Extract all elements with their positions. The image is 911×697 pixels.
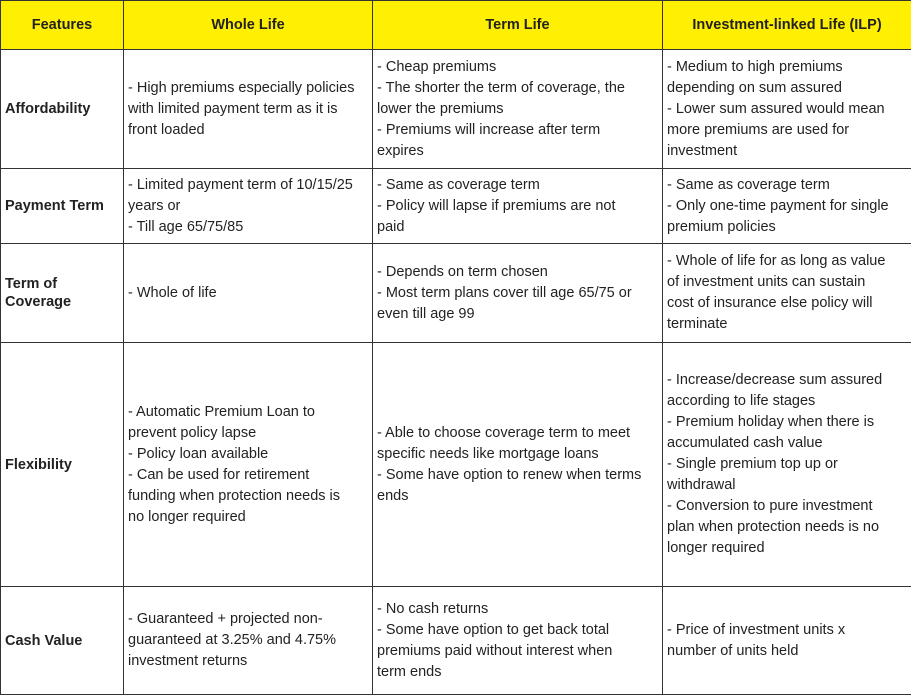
- whole-life-cell: [124, 169, 373, 244]
- term-life-cell: [373, 50, 663, 169]
- whole-life-cell: [124, 343, 373, 587]
- ilp-cell: [663, 244, 911, 343]
- cell-line: funding when protection needs is: [128, 487, 341, 504]
- header-ilp: Investment-linked Life (ILP): [663, 1, 911, 50]
- feature-cell: [1, 50, 124, 169]
- cell-line: - Guaranteed + projected non-: [128, 611, 323, 627]
- cell-line: - Some have option to renew when terms: [377, 466, 642, 483]
- cell-line: - Can be used for retirement: [128, 466, 310, 483]
- cell-line: - Till age 65/75/85: [128, 218, 244, 235]
- cell-line: Affordability: [5, 101, 91, 117]
- feature-cell: [1, 587, 124, 695]
- cell-line: - Increase/decrease sum assured: [667, 372, 883, 388]
- cell-line: - Same as coverage term: [377, 176, 540, 193]
- ilp-cell: [663, 50, 911, 169]
- term-life-cell: [373, 169, 663, 244]
- header-row: [1, 1, 911, 50]
- cell-line: - Some have option to get back total: [377, 621, 610, 638]
- cell-line: - Cheap premiums: [377, 58, 497, 75]
- cell-line: - Whole of life for as long as value: [667, 253, 886, 269]
- cell-line: - High premiums especially policies: [128, 79, 355, 96]
- term-life-cell: [373, 343, 663, 587]
- cell-line: of investment units can sustain: [667, 274, 866, 290]
- cell-line: - Most term plans cover till age 65/75 or: [377, 284, 632, 301]
- cell-line: ends: [377, 487, 409, 504]
- cell-line: - Premiums will increase after term: [377, 121, 601, 138]
- cell-line: Payment Term: [5, 198, 104, 214]
- table-row: [1, 169, 911, 244]
- cell-line: - Automatic Premium Loan to: [128, 403, 315, 420]
- ilp-cell: [663, 169, 911, 244]
- cell-line: according to life stages: [667, 393, 816, 409]
- cell-line: paid: [377, 218, 405, 235]
- cell-line: - Conversion to pure investment: [667, 498, 873, 514]
- cell-line: premiums paid without interest when: [377, 642, 613, 659]
- cell-line: - Limited payment term of 10/15/25: [128, 176, 353, 193]
- term-life-cell: [373, 244, 663, 343]
- cell-line: Flexibility: [5, 456, 72, 473]
- header-features: Features: [1, 1, 124, 50]
- cell-line: - Only one-time payment for single: [667, 197, 889, 214]
- cell-line: - Policy will lapse if premiums are not: [377, 197, 616, 214]
- whole-life-cell: [124, 244, 373, 343]
- cell-line: lower the premiums: [377, 100, 504, 117]
- ilp-cell: [663, 587, 911, 695]
- cell-line: expires: [377, 142, 424, 159]
- cell-line: prevent policy lapse: [128, 424, 257, 441]
- cell-line: withdrawal: [667, 477, 736, 493]
- cell-line: investment: [667, 142, 738, 159]
- cell-line: terminate: [667, 316, 728, 332]
- cell-line: years or: [128, 197, 181, 214]
- cell-line: longer required: [667, 540, 765, 556]
- cell-line: - Price of investment units x: [667, 621, 846, 638]
- cell-line: plan when protection needs is no: [667, 519, 880, 535]
- cell-line: more premiums are used for: [667, 121, 850, 138]
- cell-line: Term of: [5, 276, 58, 292]
- cell-line: - Policy loan available: [128, 445, 269, 462]
- table-row: [1, 244, 911, 343]
- cell-line: guaranteed at 3.25% and 4.75%: [128, 632, 336, 648]
- cell-line: even till age 99: [377, 305, 475, 322]
- cell-line: - Same as coverage term: [667, 176, 830, 193]
- feature-cell: [1, 244, 124, 343]
- table-body: [1, 50, 911, 695]
- cell-line: - The shorter the term of coverage, the: [377, 79, 625, 96]
- header-whole-life: Whole Life: [124, 1, 373, 50]
- feature-cell: [1, 343, 124, 587]
- cell-line: accumulated cash value: [667, 435, 823, 451]
- cell-line: - Able to choose coverage term to meet: [377, 424, 631, 441]
- cell-line: - Premium holiday when there is: [667, 414, 875, 430]
- cell-line: depending on sum assured: [667, 79, 842, 96]
- cell-line: - Lower sum assured would mean: [667, 100, 885, 117]
- cell-line: specific needs like mortgage loans: [377, 445, 599, 462]
- table-row: [1, 343, 911, 587]
- cell-line: - No cash returns: [377, 600, 489, 617]
- cell-line: - Medium to high premiums: [667, 58, 843, 75]
- feature-cell: [1, 169, 124, 244]
- ilp-cell: [663, 343, 911, 587]
- table-row: [1, 50, 911, 169]
- cell-line: - Depends on term chosen: [377, 263, 548, 280]
- table-row: [1, 587, 911, 695]
- cell-line: Cash Value: [5, 632, 83, 649]
- cell-line: Coverage: [5, 294, 72, 310]
- term-life-cell: [373, 587, 663, 695]
- cell-line: - Single premium top up or: [667, 456, 838, 472]
- cell-line: cost of insurance else policy will: [667, 295, 873, 311]
- header-term-life: Term Life: [373, 1, 663, 50]
- whole-life-cell: [124, 50, 373, 169]
- cell-line: number of units held: [667, 642, 799, 659]
- cell-line: with limited payment term as it is: [128, 100, 338, 117]
- cell-line: term ends: [377, 663, 442, 680]
- cell-line: no longer required: [128, 508, 246, 525]
- cell-line: front loaded: [128, 121, 205, 138]
- cell-line: premium policies: [667, 218, 776, 235]
- cell-line: investment returns: [128, 653, 248, 669]
- whole-life-cell: [124, 587, 373, 695]
- cell-line: - Whole of life: [128, 284, 217, 301]
